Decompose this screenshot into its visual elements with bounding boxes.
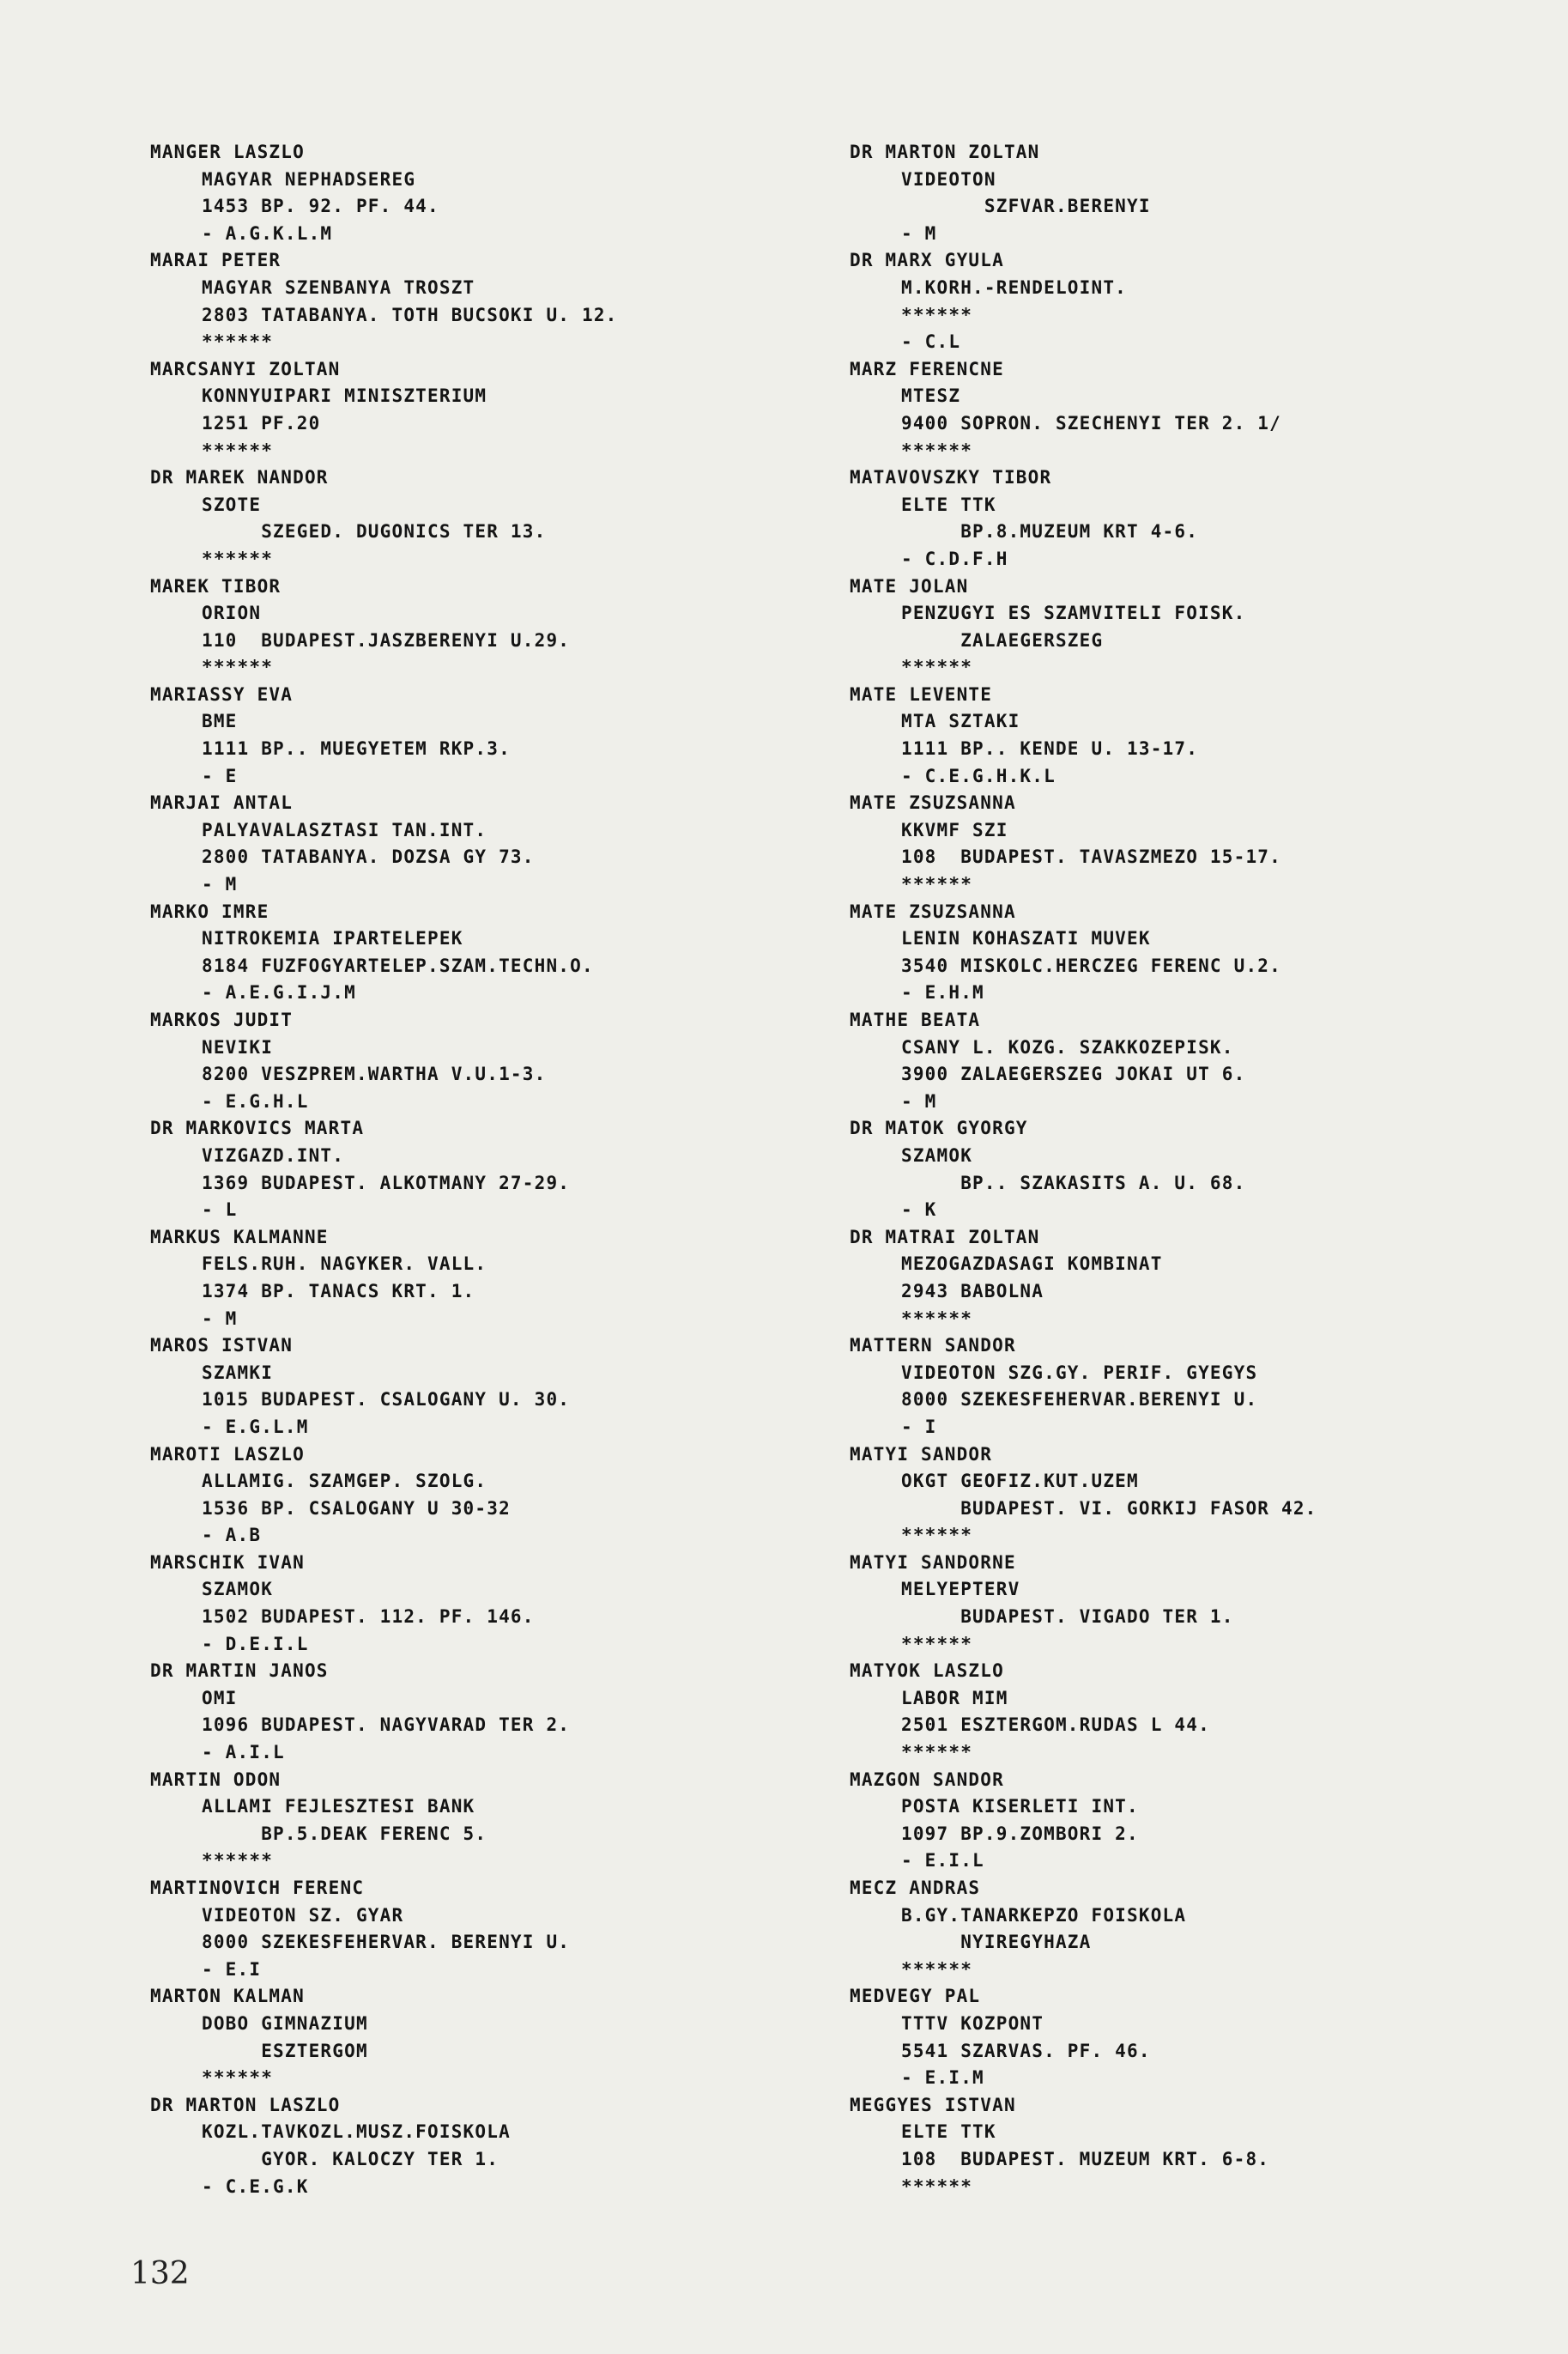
entry-line: - E.G.L.M [202,1416,309,1437]
entry-line: 1502 BUDAPEST. 112. PF. 146. [202,1606,535,1628]
entry-line: CSANY L. KOZG. SZAKKOZEPISK. [901,1036,1234,1058]
entry-name: MATAVOVSZKY TIBOR [850,467,1052,488]
right-column [850,139,1553,2200]
entry-line: SZFVAR.BERENYI [901,196,1151,217]
left-column [150,139,854,2200]
entry-line: LABOR MIM [901,1687,1008,1708]
entry-line: MTESZ [901,385,961,407]
entry-name: DR MARTIN JANOS [150,1660,329,1682]
directory-entry [150,1983,854,2091]
entry-line: 1369 BUDAPEST. ALKOTMANY 27-29. [202,1172,571,1193]
directory-entry [150,464,854,573]
entry-line: 1096 BUDAPEST. NAGYVARAD TER 2. [202,1714,571,1736]
entry-line: 1015 BUDAPEST. CSALOGANY U. 30. [202,1389,571,1411]
entry-name: MARAI PETER [150,250,282,271]
entry-line: - C.L [901,331,961,353]
entry-line: BP.8.MUZEUM KRT 4-6. [901,521,1199,543]
directory-entry [850,1767,1553,1875]
entry-line: 110 BUDAPEST.JASZBERENYI U.29. [202,629,571,651]
entry-line: ****** [901,2175,973,2197]
entry-line: - C.D.F.H [901,548,1008,569]
entry-name: DR MARTON LASZLO [150,2094,341,2115]
directory-entry [150,247,854,355]
entry-name: MATYI SANDOR [850,1443,993,1465]
entry-name: MARCSANYI ZOLTAN [150,358,341,379]
directory-entry [850,2092,1553,2200]
entry-line: TTTV KOZPONT [901,2012,1044,2034]
entry-line: - M [202,874,238,895]
directory-entry [150,1767,854,1875]
entry-name: MARZ FERENCNE [850,358,1004,379]
entry-line: VIDEOTON SZ. GYAR [202,1904,404,1926]
entry-line: ****** [202,548,274,569]
entry-name: DR MARX GYULA [850,250,1004,271]
entry-line: ****** [901,874,973,895]
entry-line: ELTE TTK [901,2121,996,2143]
entry-line: - K [901,1199,937,1221]
entry-name: MEDVEGY PAL [850,1986,981,2007]
entry-line: ****** [901,1633,973,1654]
entry-line: - A.G.K.L.M [202,222,333,244]
entry-line: 2800 TATABANYA. DOZSA GY 73. [202,846,535,868]
directory-entry [150,790,854,898]
entry-line: KOZL.TAVKOZL.MUSZ.FOISKOLA [202,2121,511,2143]
entry-name: MATE ZSUZSANNA [850,901,1016,922]
entry-line: BUDAPEST. VIGADO TER 1. [901,1606,1234,1628]
entry-name: MATYI SANDORNE [850,1551,1016,1573]
entry-line: 1374 BP. TANACS KRT. 1. [202,1280,475,1301]
entry-line: 108 BUDAPEST. MUZEUM KRT. 6-8. [901,2148,1270,2169]
entry-line: 3540 MISKOLC.HERCZEG FERENC U.2. [901,955,1281,976]
entry-line: 108 BUDAPEST. TAVASZMEZO 15-17. [901,846,1281,868]
entry-line: SZEGED. DUGONICS TER 13. [202,521,547,543]
directory-entry [850,356,1553,464]
entry-name: MARTIN ODON [150,1769,282,1790]
entry-name: MARIASSY EVA [150,683,294,705]
entry-name: MECZ ANDRAS [850,1878,981,1898]
entry-line: MELYEPTERV [901,1579,1020,1600]
entry-name: MATTERN SANDOR [850,1335,1016,1356]
entry-line: ****** [901,657,973,678]
directory-entry [850,464,1553,573]
entry-line: BME [202,711,238,732]
entry-line: - A.B [202,1525,262,1546]
entry-line: ESZTERGOM [202,2040,368,2061]
entry-line: ALLAMI FEJLESZTESI BANK [202,1796,475,1817]
entry-line: GYOR. KALOCZY TER 1. [202,2148,499,2169]
entry-line: - D.E.I.L [202,1633,309,1654]
entry-line: VIDEOTON SZG.GY. PERIF. GYEGYS [901,1362,1258,1383]
entry-line: ****** [202,657,274,678]
entry-line: BP.. SZAKASITS A. U. 68. [901,1172,1246,1193]
entry-line: PENZUGYI ES SZAMVITELI FOISK. [901,603,1246,624]
entry-line: - E.I.M [901,2067,984,2089]
entry-line: - C.E.G.K [202,2175,309,2197]
directory-entry [150,139,854,247]
entry-name: DR MARTON ZOLTAN [850,142,1040,162]
directory-entry [150,1332,854,1441]
entry-line: 5541 SZARVAS. PF. 46. [901,2040,1151,2061]
entry-line: OKGT GEOFIZ.KUT.UZEM [901,1471,1139,1492]
entry-line: ****** [202,1850,274,1872]
entry-line: - E.H.M [901,982,984,1004]
entry-line: NYIREGYHAZA [901,1932,1092,1953]
entry-name: MAROTI LASZLO [150,1443,305,1465]
entry-line: KONNYUIPARI MINISZTERIUM [202,385,487,407]
entry-line: 1111 BP.. MUEGYETEM RKP.3. [202,738,511,760]
entry-name: MAZGON SANDOR [850,1769,1004,1790]
directory-entry [850,573,1553,682]
entry-line: 3900 ZALAEGERSZEG JOKAI UT 6. [901,1064,1246,1085]
entry-line: 1536 BP. CSALOGANY U 30-32 [202,1497,511,1519]
directory-entry [150,573,854,682]
entry-line: 1453 BP. 92. PF. 44. [202,196,439,217]
directory-entry [150,899,854,1007]
entry-line: ****** [202,331,274,353]
entry-line: 8000 SZEKESFEHERVAR. BERENYI U. [202,1932,571,1953]
entry-line: MAGYAR SZENBANYA TROSZT [202,276,475,298]
directory-entry [850,1332,1553,1441]
entry-name: MATYOK LASZLO [850,1660,1004,1682]
entry-name: MARJAI ANTAL [150,792,294,814]
entry-line: - M [901,222,937,244]
entry-name: MATE JOLAN [850,575,969,597]
entry-line: 1097 BP.9.ZOMBORI 2. [901,1823,1139,1844]
entry-name: MARTON KALMAN [150,1986,305,2007]
entry-line: - E.G.H.L [202,1090,309,1112]
entry-line: 1111 BP.. KENDE U. 13-17. [901,738,1199,760]
entry-line: 1251 PF.20 [202,412,321,434]
entry-line: VIZGAZD.INT. [202,1144,345,1166]
directory-entry [850,1875,1553,1983]
directory-entry [150,1115,854,1223]
directory-entry [850,899,1553,1007]
directory-entry [150,1550,854,1658]
entry-name: DR MAREK NANDOR [150,467,329,488]
entry-line: - E.I [202,1958,262,1980]
entry-line: - M [202,1307,238,1329]
entry-name: MEGGYES ISTVAN [850,2094,1016,2115]
entry-line: VIDEOTON [901,168,996,190]
directory-entry [850,1658,1553,1766]
entry-line: 2803 TATABANYA. TOTH BUCSOKI U. 12. [202,304,618,325]
entry-name: MARTINOVICH FERENC [150,1878,365,1898]
entry-line: 2501 ESZTERGOM.RUDAS L 44. [901,1714,1210,1736]
entry-line: ZALAEGERSZEG [901,629,1104,651]
directory-entry [850,1441,1553,1550]
entry-line: 2943 BABOLNA [901,1280,1044,1301]
entry-line: 9400 SOPRON. SZECHENYI TER 2. 1/ [901,412,1281,434]
directory-entry [850,682,1553,790]
entry-line: - M [901,1090,937,1112]
entry-line: ****** [202,440,274,461]
directory-entry [850,1115,1553,1223]
entry-name: DR MATOK GYORGY [850,1118,1028,1139]
directory-entry [850,1983,1553,2091]
entry-name: MAROS ISTVAN [150,1335,294,1356]
directory-entry [150,682,854,790]
entry-line: LENIN KOHASZATI MUVEK [901,928,1151,949]
entry-name: DR MATRAI ZOLTAN [850,1226,1040,1247]
entry-name: MATE LEVENTE [850,683,993,705]
entry-line: 8000 SZEKESFEHERVAR.BERENYI U. [901,1389,1258,1411]
entry-line: MAGYAR NEPHADSEREG [202,168,416,190]
entry-line: MTA SZTAKI [901,711,1020,732]
entry-line: B.GY.TANARKEPZO FOISKOLA [901,1904,1187,1926]
entry-line: ELTE TTK [901,494,996,515]
entry-name: MANGER LASZLO [150,142,305,162]
entry-line: - E.I.L [901,1850,984,1872]
entry-line: ALLAMIG. SZAMGEP. SZOLG. [202,1471,487,1492]
entry-name: MAREK TIBOR [150,575,282,597]
entry-line: ****** [901,1742,973,1763]
entry-line: - A.E.G.I.J.M [202,982,356,1004]
directory-entry [850,247,1553,355]
directory-entry [150,2092,854,2200]
entry-line: OMI [202,1687,238,1708]
directory-entry [150,1875,854,1983]
entry-line: ****** [202,2067,274,2089]
entry-line: PALYAVALASZTASI TAN.INT. [202,819,487,840]
directory-entry [150,1224,854,1332]
entry-line: 8200 VESZPREM.WARTHA V.U.1-3. [202,1064,547,1085]
entry-line: 8184 FUZFOGYARTELEP.SZAM.TECHN.O. [202,955,594,976]
entry-line: KKVMF SZI [901,819,1008,840]
entry-line: BUDAPEST. VI. GORKIJ FASOR 42. [901,1497,1317,1519]
entry-line: SZAMOK [202,1579,274,1600]
directory-entry [150,1007,854,1115]
entry-line: M.KORH.-RENDELOINT. [901,276,1128,298]
entry-line: - I [901,1416,937,1437]
directory-entry [850,139,1553,247]
directory-entry [150,1441,854,1550]
entry-line: DOBO GIMNAZIUM [202,2012,368,2034]
entry-line: ****** [901,1307,973,1329]
entry-line: SZAMOK [901,1144,973,1166]
entry-name: MATHE BEATA [850,1010,981,1030]
entry-line: ****** [901,304,973,325]
directory-entry [150,1658,854,1766]
entry-line: ****** [901,1958,973,1980]
entry-line: ****** [901,1525,973,1546]
entry-line: SZOTE [202,494,262,515]
entry-line: - E [202,765,238,786]
entry-line: NEVIKI [202,1036,274,1058]
entry-line: MEZOGAZDASAGI KOMBINAT [901,1253,1163,1275]
directory-entry [850,790,1553,898]
entry-line: - L [202,1199,238,1221]
entry-name: MATE ZSUZSANNA [850,792,1016,814]
entry-line: BP.5.DEAK FERENC 5. [202,1823,487,1844]
entry-name: MARKO IMRE [150,901,269,922]
entry-name: MARKUS KALMANNE [150,1226,329,1247]
entry-line: SZAMKI [202,1362,274,1383]
directory-entry [850,1224,1553,1332]
directory-entry [850,1007,1553,1115]
page-number: 132 [130,2256,190,2291]
entry-name: MARKOS JUDIT [150,1010,294,1030]
entry-line: - C.E.G.H.K.L [901,765,1056,786]
entry-line: NITROKEMIA IPARTELEPEK [202,928,463,949]
entry-name: DR MARKOVICS MARTA [150,1118,365,1139]
entry-line: POSTA KISERLETI INT. [901,1796,1139,1817]
entry-line: ****** [901,440,973,461]
directory-entry [150,356,854,464]
directory-entry [850,1550,1553,1658]
entry-line: ORION [202,603,262,624]
entry-line: - A.I.L [202,1742,285,1763]
entry-line: FELS.RUH. NAGYKER. VALL. [202,1253,487,1275]
entry-name: MARSCHIK IVAN [150,1551,305,1573]
